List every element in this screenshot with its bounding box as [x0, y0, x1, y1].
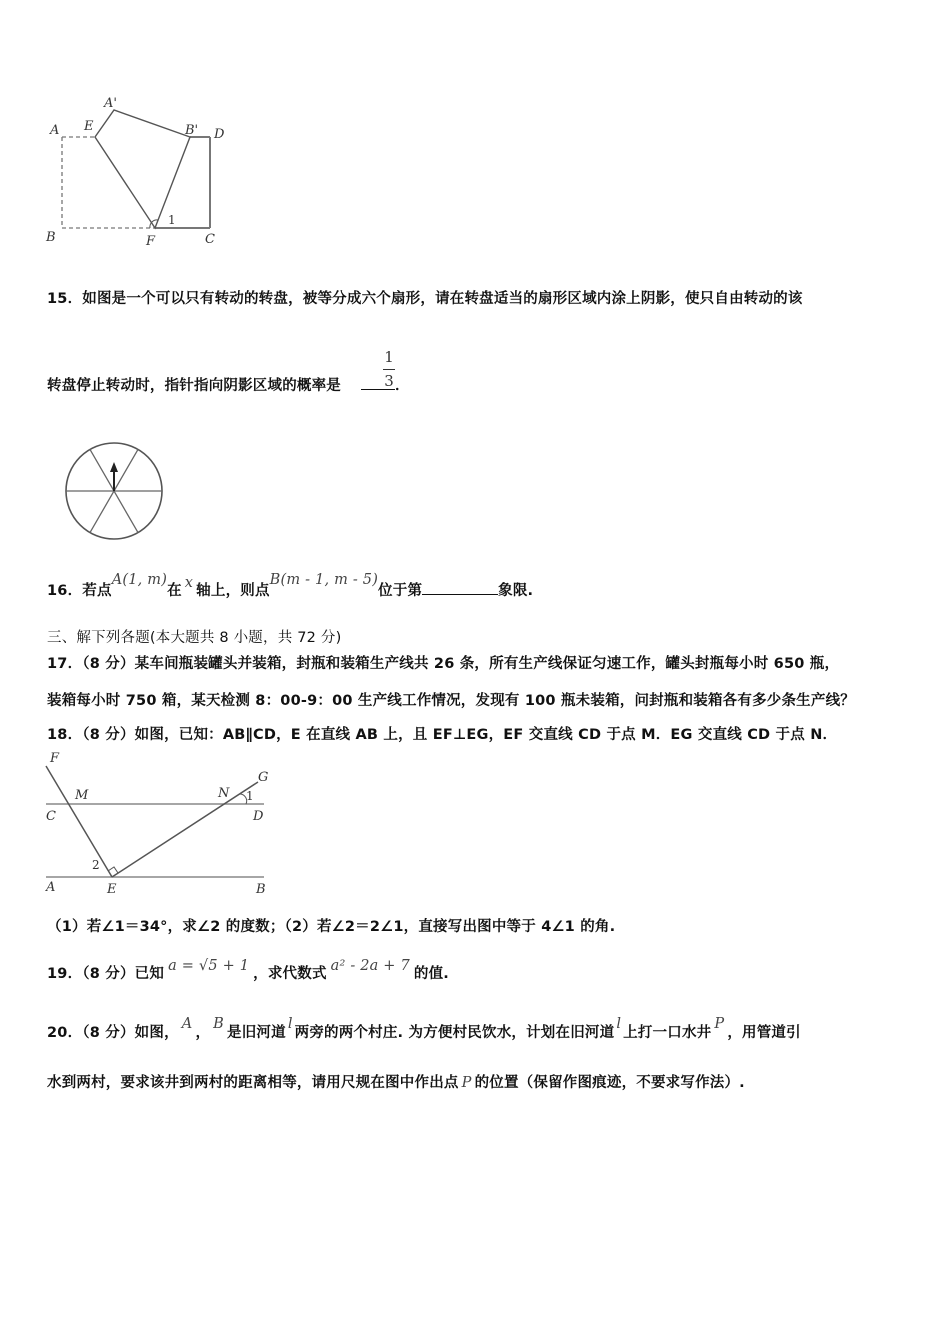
label-a: A — [50, 123, 60, 138]
q15-period: ． — [395, 378, 410, 394]
q16-point-b: B(m - 1, m - 5) — [269, 572, 379, 588]
parallel-lines-figure — [38, 748, 283, 900]
q20-point-a: A — [181, 1016, 193, 1032]
label-m: M — [75, 788, 89, 803]
q17-line1: 17．（8 分）某车间瓶装罐头并装箱，封瓶和装箱生产线共 26 条，所有生产线保证匀速工作，罐头封瓶每小时 650 瓶， — [47, 656, 840, 672]
q15-text: 转盘停止转动时，指针指向阴影区域的概率是 — [47, 378, 341, 394]
q16-axis-x: x — [184, 575, 194, 591]
q20-line2: 水到两村，要求该井到两村的距离相等，请用尺规在图中作出点 P 的位置（保留作图痕迹，不要求写作法）. — [47, 1075, 745, 1091]
label-c: C — [205, 232, 215, 247]
q15-fraction-numerator: 1 — [384, 348, 394, 366]
label-b-prime: B' — [185, 123, 199, 138]
label-f: F — [146, 234, 156, 249]
q17-line2: 装箱每小时 750 箱，某天检测 8：00-9：00 生产线工作情况，发现有 100 瓶未装箱，问封瓶和装箱各有多少条生产线？ — [47, 693, 855, 709]
label-b: B — [46, 230, 56, 245]
label-c2: C — [46, 809, 56, 824]
label-angle2: 2 — [92, 858, 100, 872]
q15-line2 — [47, 374, 410, 395]
q15-fraction-bar — [383, 369, 395, 370]
label-d: D — [214, 127, 225, 142]
label-g: G — [258, 770, 269, 785]
section-title: 三、解下列各题(本大题共 8 小题，共 72 分) — [47, 630, 342, 646]
q18-line1: 18．（8 分）如图，已知：AB∥CD，E 在直线 AB 上，且 EF⊥EG，EF 交直线 CD 于点 M．EG 交直线 CD 于点 N． — [47, 727, 838, 743]
q20-line1: 20．（8 分）如图，A，B是旧河道l两旁的两个村庄. 为方便村民饮水，计划在旧河道l上打一口水井P，用管道引 — [47, 1016, 801, 1041]
q16-point-a: A(1, m) — [111, 572, 168, 588]
label-n: N — [218, 786, 230, 801]
q19-line: 19．（8 分）已知 a = √5 + 1 ，求代数式 a² - 2a + 7 的值. — [47, 958, 450, 982]
label-a-prime: A' — [104, 96, 117, 111]
label-angle-1: 1 — [168, 213, 176, 227]
q20-river-l: l — [287, 1016, 293, 1032]
label-a2: A — [46, 880, 56, 895]
q20-well-p2: P — [461, 1075, 472, 1091]
q16-answer-blank[interactable] — [422, 594, 498, 595]
label-f2: F — [50, 751, 60, 766]
label-angle1: 1 — [246, 789, 254, 803]
label-d2: D — [253, 809, 264, 824]
q20-river-l2: l — [616, 1016, 622, 1032]
label-e: E — [84, 119, 94, 134]
fold-rectangle-figure — [40, 92, 240, 252]
q18-subquestions: （1）若∠1＝34°，求∠2 的度数；（2）若∠2＝2∠1，直接写出图中等于 4∠1 的角. — [47, 919, 616, 935]
q15-line1: 15．如图是一个可以只有转动的转盘，被等分成六个扇形，请在转盘适当的扇形区域内涂上阴影，使只自由转动的该 — [47, 291, 803, 307]
q19-expr-a: a = √5 + 1 — [168, 958, 250, 974]
spinner-wheel — [60, 440, 170, 544]
q19-expr-b: a² - 2a + 7 — [330, 958, 410, 974]
q20-point-b: B — [213, 1016, 224, 1032]
q20-well-p: P — [714, 1016, 725, 1032]
q16-line: 16．若点A(1, m)在 x 轴上，则点B(m - 1, m - 5)位于第 象限. — [47, 572, 534, 599]
label-b2: B — [256, 882, 266, 897]
label-e2: E — [107, 882, 117, 897]
q15-fraction-denominator: 3 — [384, 372, 394, 390]
